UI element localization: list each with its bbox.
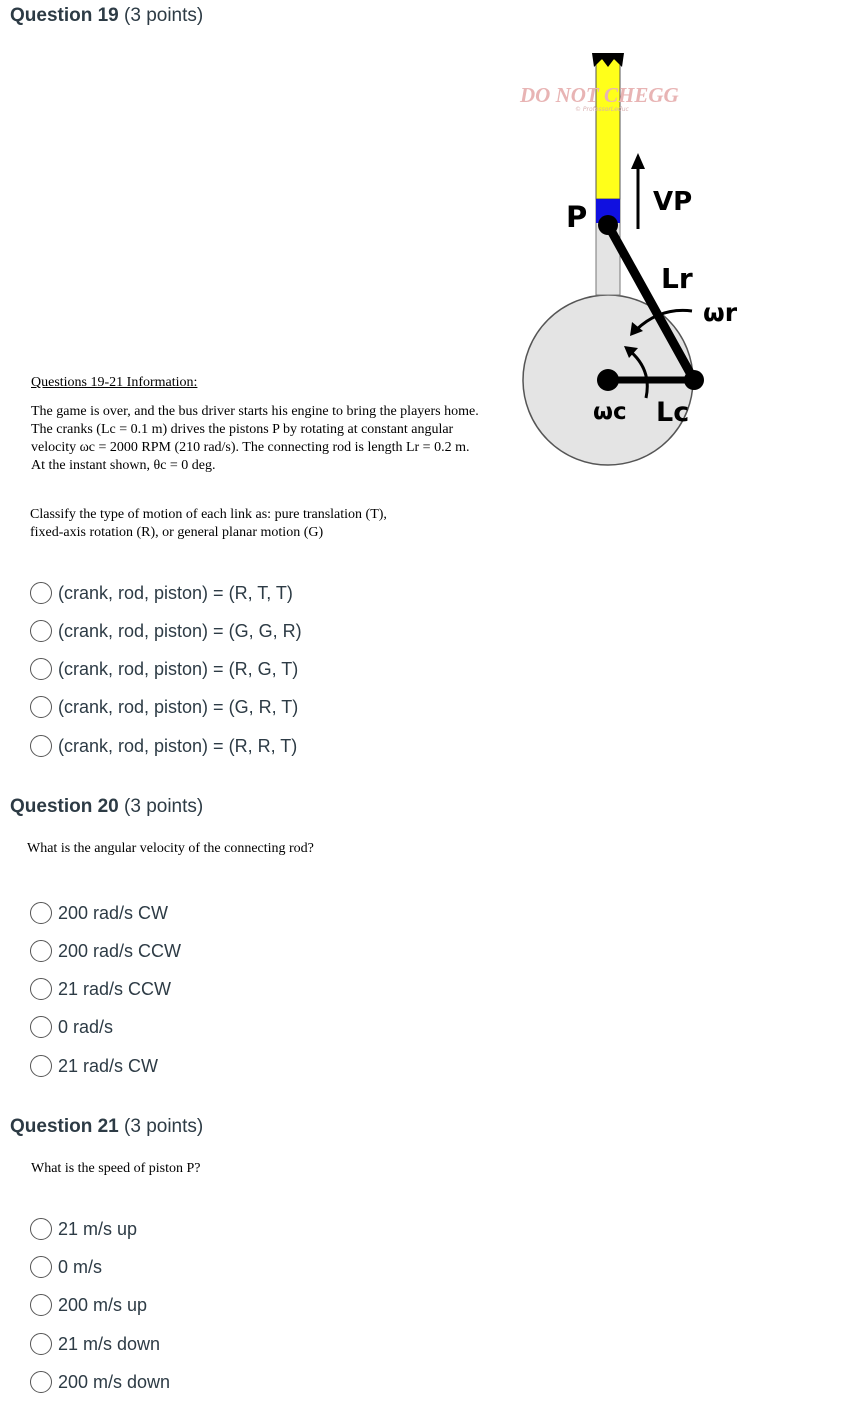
crank-slider-diagram [510, 45, 770, 485]
radio-button[interactable] [30, 696, 52, 718]
question-points: (3 points) [124, 796, 204, 817]
question-21-title [10, 1116, 203, 1138]
option-label: 200 rad/s CCW [58, 940, 182, 961]
radio-button[interactable] [30, 658, 52, 680]
question-19-title [10, 5, 203, 27]
radio-button[interactable] [30, 620, 52, 642]
question-points: (3 points) [124, 1116, 204, 1137]
prompt-line: fixed-axis rotation (R), or general planar motion (G) [30, 525, 324, 540]
option-label: 21 m/s down [58, 1333, 161, 1354]
q19-option-1[interactable] [30, 580, 293, 606]
info-line: The cranks (Lc = 0.1 m) drives the pistons P by rotating at constant angular [31, 422, 454, 437]
option-label: (crank, rod, piston) = (G, G, R) [58, 620, 302, 641]
label-omega-r: ωr [703, 298, 738, 327]
watermark-sub: © ProfessorLeduc [575, 106, 629, 113]
radio-button[interactable] [30, 978, 52, 1000]
q20-option-1[interactable] [30, 900, 168, 926]
option-label: (crank, rod, piston) = (R, R, T) [58, 735, 298, 756]
option-label: 200 rad/s CW [58, 902, 169, 923]
question-number: Question 20 [10, 796, 119, 817]
radio-button[interactable] [30, 582, 52, 604]
option-label: 21 m/s up [58, 1218, 138, 1239]
info-line: The game is over, and the bus driver starts his engine to bring the players home. [31, 404, 479, 419]
q20-option-2[interactable] [30, 938, 181, 964]
prompt-line: Classify the type of motion of each link as: pure translation (T), [30, 507, 387, 522]
radio-button[interactable] [30, 735, 52, 757]
q21-prompt: What is the speed of piston P? [31, 1161, 201, 1176]
q21-option-5[interactable] [30, 1369, 170, 1395]
radio-button[interactable] [30, 1294, 52, 1316]
q20-option-3[interactable] [30, 976, 171, 1002]
radio-button[interactable] [30, 1016, 52, 1038]
vp-arrow-head [631, 153, 645, 169]
option-label: 0 rad/s [58, 1016, 114, 1037]
q19-prompt [30, 506, 387, 542]
q20-option-5[interactable] [30, 1053, 158, 1079]
label-omega-c: ωc [593, 399, 627, 425]
radio-button[interactable] [30, 1256, 52, 1278]
radio-button[interactable] [30, 1218, 52, 1240]
watermark: DO NOT CHEGG [520, 83, 679, 107]
radio-button[interactable] [30, 1333, 52, 1355]
q21-option-1[interactable] [30, 1216, 137, 1242]
q21-option-3[interactable] [30, 1292, 147, 1318]
option-label: 0 m/s [58, 1256, 103, 1277]
piston-pin [598, 215, 618, 235]
q21-option-4[interactable] [30, 1331, 160, 1357]
radio-button[interactable] [30, 940, 52, 962]
q19-option-3[interactable] [30, 656, 298, 682]
crank-pin [684, 370, 704, 390]
label-lc: Lc [656, 397, 690, 428]
crank-center [597, 369, 619, 391]
question-number: Question 21 [10, 1116, 119, 1137]
q20-option-4[interactable] [30, 1014, 113, 1040]
option-label: (crank, rod, piston) = (R, T, T) [58, 582, 293, 603]
option-label: 21 rad/s CCW [58, 978, 172, 999]
label-vp: VP [653, 187, 693, 217]
q19-option-5[interactable] [30, 733, 297, 759]
radio-button[interactable] [30, 1055, 52, 1077]
question-points: (3 points) [124, 5, 204, 26]
q21-option-2[interactable] [30, 1254, 102, 1280]
q20-prompt: What is the angular velocity of the connecting rod? [27, 841, 314, 856]
option-label: 200 m/s down [58, 1371, 171, 1392]
question-20-title [10, 796, 203, 818]
option-label: (crank, rod, piston) = (R, G, T) [58, 658, 299, 679]
option-label: (crank, rod, piston) = (G, R, T) [58, 696, 299, 717]
radio-button[interactable] [30, 1371, 52, 1393]
info-heading: Questions 19-21 Information: [31, 375, 198, 390]
label-p: P [566, 200, 588, 234]
option-label: 200 m/s up [58, 1294, 148, 1315]
radio-button[interactable] [30, 902, 52, 924]
question-number: Question 19 [10, 5, 119, 26]
q19-option-4[interactable] [30, 694, 298, 720]
option-label: 21 rad/s CW [58, 1055, 159, 1076]
q19-option-2[interactable] [30, 618, 302, 644]
piston-body [596, 59, 620, 199]
info-line: At the instant shown, θc = 0 deg. [31, 458, 216, 473]
label-lr: Lr [661, 262, 693, 295]
info-paragraph [31, 403, 479, 475]
info-line: velocity ωc = 2000 RPM (210 rad/s). The connecting rod is length Lr = 0.2 m. [31, 440, 470, 455]
